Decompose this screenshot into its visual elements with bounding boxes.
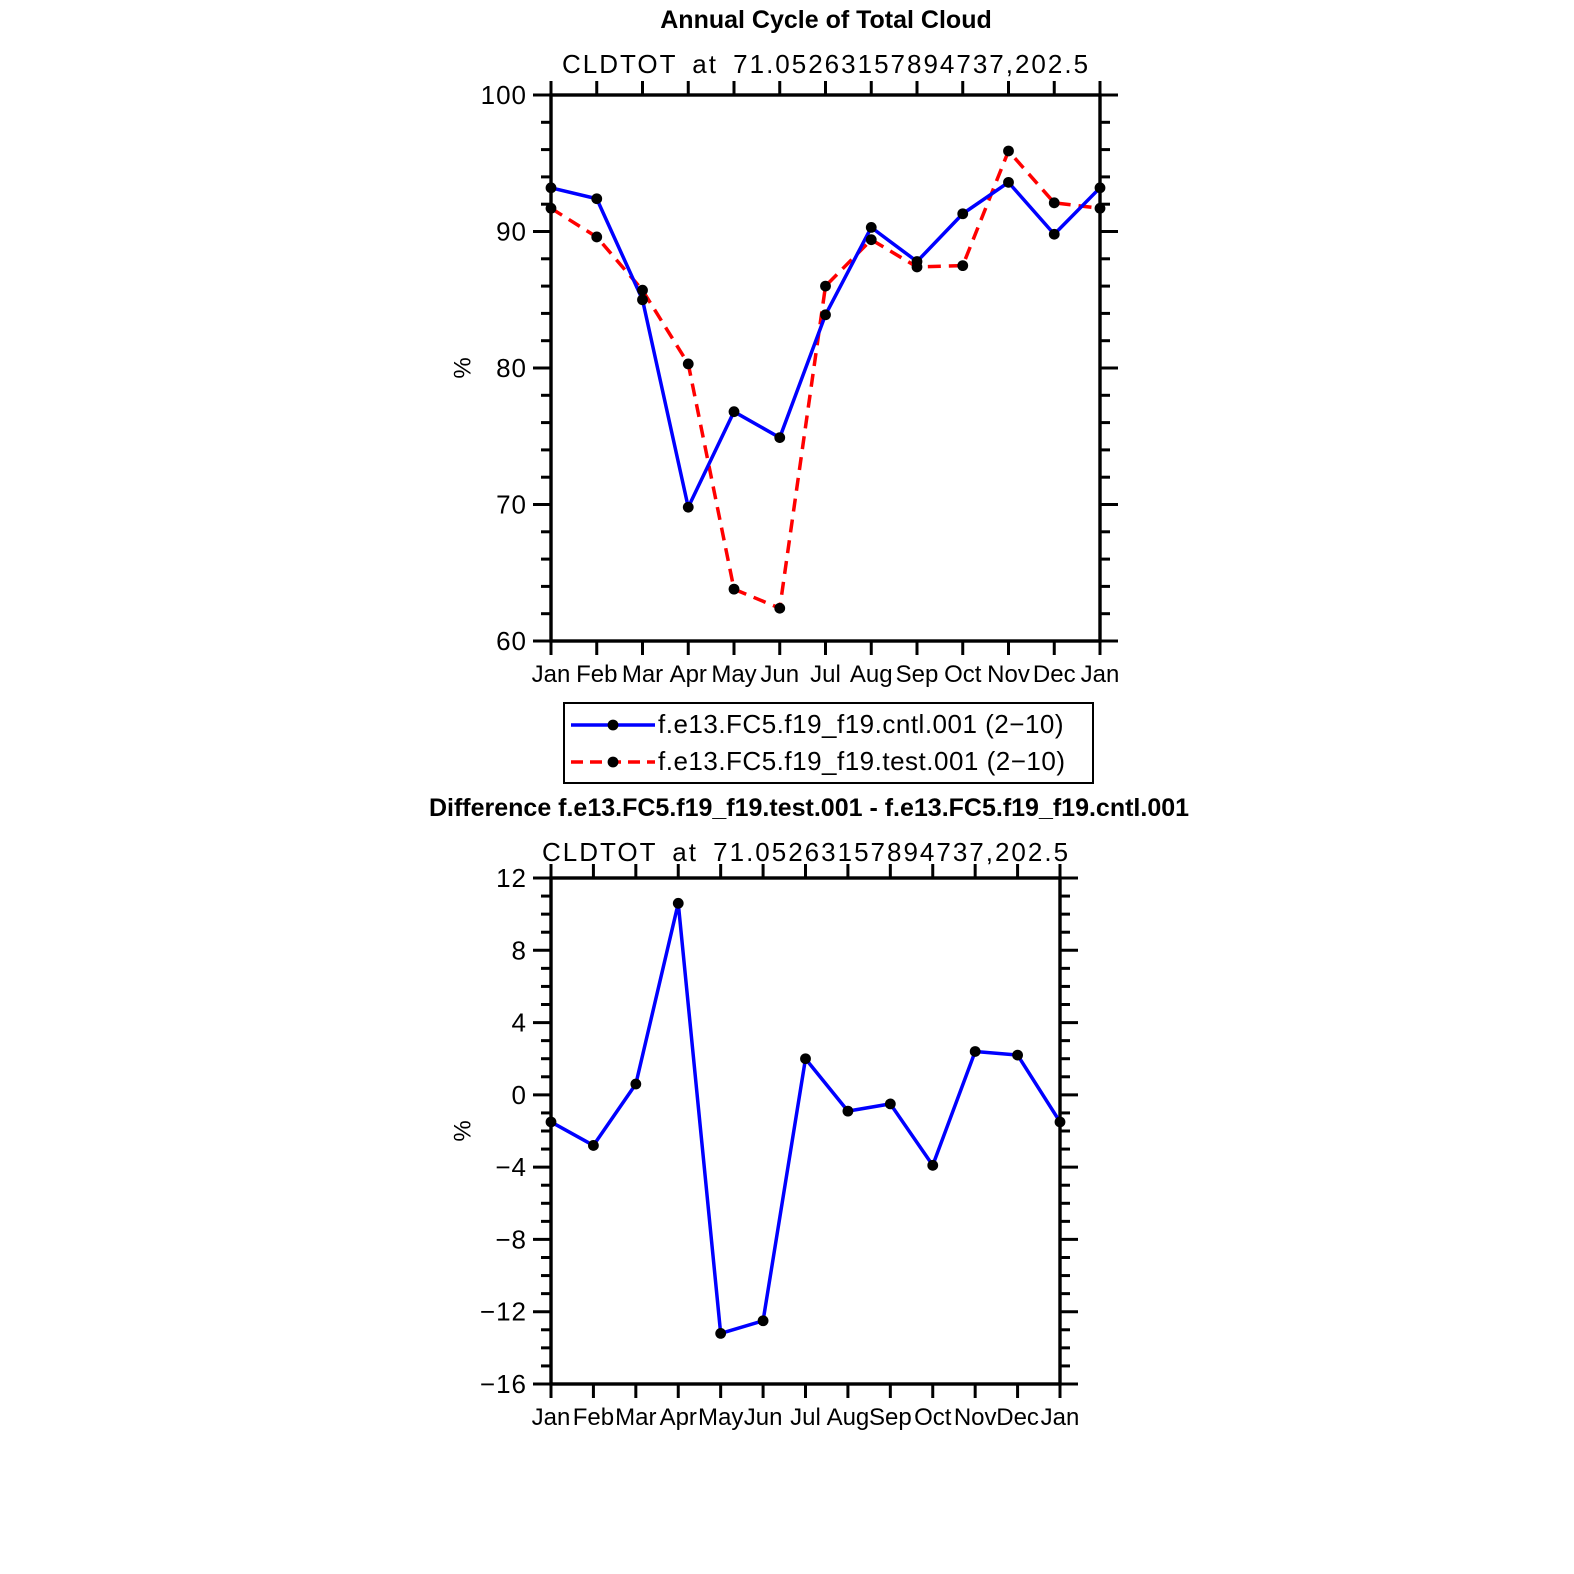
x-tick-label: Dec bbox=[996, 1403, 1039, 1431]
top-chart-series-line-0 bbox=[551, 182, 1100, 507]
x-tick-label: Jan bbox=[531, 1403, 571, 1431]
x-tick-label: Feb bbox=[576, 660, 618, 688]
y-tick-label: 8 bbox=[511, 935, 527, 966]
data-point-marker bbox=[800, 1053, 811, 1064]
x-tick-label: May bbox=[711, 660, 757, 688]
difference-chart-series-line-0 bbox=[551, 903, 1060, 1333]
x-tick-label: Nov bbox=[953, 1403, 997, 1431]
x-tick-label: Dec bbox=[1032, 660, 1076, 688]
x-tick-label: Jun bbox=[743, 1403, 783, 1431]
legend-label-test: f.e13.FC5.f19_f19.test.001 (2−10) bbox=[658, 746, 1066, 776]
data-point-marker bbox=[1055, 1117, 1066, 1128]
y-tick-label: −12 bbox=[479, 1296, 527, 1327]
data-point-marker bbox=[683, 359, 694, 370]
legend-entry-cntl bbox=[571, 706, 1092, 743]
data-point-marker bbox=[774, 603, 785, 614]
data-point-marker bbox=[588, 1140, 599, 1151]
x-tick-label: Jan bbox=[531, 660, 571, 688]
data-point-marker bbox=[866, 234, 877, 245]
data-point-marker bbox=[758, 1315, 769, 1326]
x-tick-label: Sep bbox=[895, 660, 939, 688]
x-tick-label: Jan bbox=[1040, 1403, 1080, 1431]
y-axis-label: % bbox=[449, 357, 477, 379]
data-point-marker bbox=[1049, 197, 1060, 208]
x-tick-label: Jul bbox=[810, 660, 841, 688]
legend-cntl-line-icon bbox=[571, 716, 655, 734]
data-point-marker bbox=[820, 309, 831, 320]
data-point-marker bbox=[957, 208, 968, 219]
y-tick-label: 70 bbox=[496, 489, 527, 520]
x-tick-label: Jun bbox=[760, 660, 800, 688]
data-point-marker bbox=[820, 281, 831, 292]
data-point-marker bbox=[1095, 182, 1106, 193]
y-tick-label: 80 bbox=[496, 353, 527, 383]
x-tick-label: Feb bbox=[572, 1403, 615, 1431]
difference-chart-axes bbox=[533, 864, 1078, 1398]
data-point-marker bbox=[673, 898, 684, 909]
data-point-marker bbox=[1003, 177, 1014, 188]
x-tick-label: Oct bbox=[944, 660, 982, 688]
x-tick-label: May bbox=[697, 1403, 744, 1431]
top-chart-title: Annual Cycle of Total Cloud bbox=[660, 6, 992, 34]
top-chart-subtitle: CLDTOT at 71.05263157894737,202.5 bbox=[561, 49, 1091, 79]
data-point-marker bbox=[970, 1046, 981, 1057]
y-tick-label: −4 bbox=[495, 1152, 527, 1183]
y-tick-label: −16 bbox=[479, 1369, 527, 1399]
data-point-marker bbox=[843, 1106, 854, 1117]
legend-test-line-icon bbox=[571, 753, 655, 771]
difference-chart-tick-labels bbox=[480, 863, 1079, 1431]
y-tick-label: −8 bbox=[495, 1224, 527, 1255]
y-tick-label: 0 bbox=[511, 1079, 527, 1110]
data-point-marker bbox=[715, 1328, 726, 1339]
data-point-marker bbox=[885, 1098, 896, 1109]
data-point-marker bbox=[866, 222, 877, 233]
data-point-marker bbox=[729, 406, 740, 417]
y-axis-label: % bbox=[449, 1120, 477, 1142]
legend-label-cntl: f.e13.FC5.f19_f19.cntl.001 (2−10) bbox=[658, 709, 1065, 739]
x-tick-label: Apr bbox=[659, 1403, 697, 1431]
data-point-marker bbox=[927, 1160, 938, 1171]
y-tick-label: 4 bbox=[511, 1007, 527, 1038]
x-tick-label: Nov bbox=[987, 660, 1030, 688]
data-point-marker bbox=[591, 232, 602, 243]
x-tick-label: Mar bbox=[615, 1403, 657, 1431]
data-point-marker bbox=[1003, 146, 1014, 157]
data-point-marker bbox=[683, 502, 694, 513]
x-tick-label: Aug bbox=[826, 1403, 870, 1431]
data-point-marker bbox=[957, 260, 968, 271]
data-point-marker bbox=[729, 584, 740, 595]
legend-box bbox=[563, 702, 1094, 784]
x-tick-label: Oct bbox=[914, 1403, 952, 1431]
difference-chart bbox=[450, 863, 1080, 1431]
data-point-marker bbox=[1095, 203, 1106, 214]
data-point-marker bbox=[546, 203, 557, 214]
data-point-marker bbox=[637, 285, 648, 296]
data-point-marker bbox=[1012, 1050, 1023, 1061]
x-tick-label: Mar bbox=[621, 660, 664, 688]
data-point-marker bbox=[591, 193, 602, 204]
x-tick-label: Jul bbox=[790, 1403, 821, 1431]
x-tick-label: Jan bbox=[1080, 660, 1120, 688]
x-tick-label: Aug bbox=[849, 660, 893, 688]
data-point-marker bbox=[1049, 229, 1060, 240]
data-point-marker bbox=[637, 294, 648, 305]
data-point-marker bbox=[774, 432, 785, 443]
top-chart-series-line-1 bbox=[551, 151, 1100, 608]
x-tick-label: Sep bbox=[868, 1403, 912, 1431]
top-chart bbox=[450, 80, 1120, 688]
data-point-marker bbox=[546, 1117, 557, 1128]
legend-entry-test bbox=[571, 743, 1092, 780]
x-tick-label: Apr bbox=[669, 660, 707, 688]
y-tick-label: 12 bbox=[496, 863, 527, 893]
y-tick-label: 90 bbox=[496, 216, 527, 247]
difference-chart-subtitle: CLDTOT at 71.05263157894737,202.5 bbox=[541, 837, 1071, 867]
data-point-marker bbox=[912, 262, 923, 273]
data-point-marker bbox=[630, 1079, 641, 1090]
y-tick-label: 60 bbox=[496, 626, 527, 656]
difference-chart-title: Difference f.e13.FC5.f19_f19.test.001 - f.e13.FC5.f19_f19.cntl.001 bbox=[428, 794, 1190, 822]
data-point-marker bbox=[546, 182, 557, 193]
y-tick-label: 100 bbox=[480, 80, 527, 110]
top-chart-axes bbox=[533, 81, 1118, 655]
